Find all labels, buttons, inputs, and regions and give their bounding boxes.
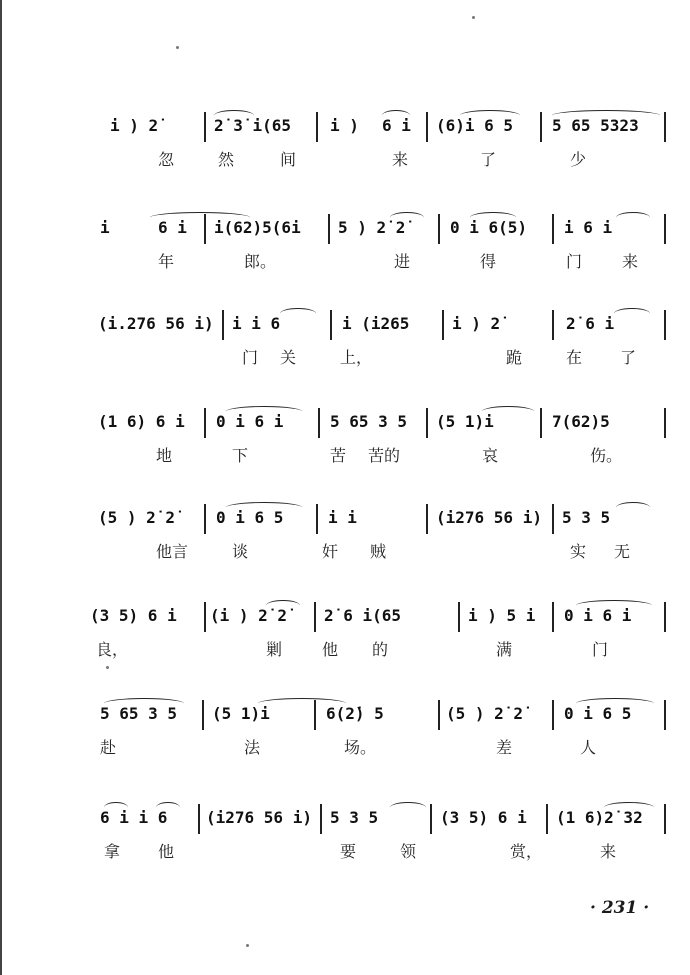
notation-line xyxy=(0,308,690,344)
lyric-syllable: 门 xyxy=(592,640,609,659)
lyric-syllable: 良， xyxy=(96,640,129,659)
barline xyxy=(222,310,224,340)
note-group: (5 ) 2̇ 2̇ xyxy=(446,704,524,723)
music-system xyxy=(0,802,690,882)
notation-line xyxy=(0,212,690,248)
lyric-syllable: 赏， xyxy=(510,842,543,861)
notation-line xyxy=(0,110,690,146)
lyric-syllable: 少 xyxy=(570,150,587,169)
music-system xyxy=(0,212,690,292)
note-group: (6)i 6 5 xyxy=(436,116,514,135)
lyric-syllable: 贼 xyxy=(370,542,387,561)
note-group: (1 6) 6 i xyxy=(98,412,185,431)
barline xyxy=(204,112,206,142)
lyric-syllable: 苦的 xyxy=(368,446,401,465)
lyric-syllable: 了 xyxy=(620,348,637,367)
page-number: · 231 · xyxy=(590,898,650,918)
lyric-syllable: 他言 xyxy=(156,542,189,561)
note-group: 0 i 6(5) xyxy=(450,218,528,237)
barline xyxy=(438,214,440,244)
slur xyxy=(616,502,650,513)
notation-line xyxy=(0,600,690,636)
note-group: 2̇ 3̇ i(65 xyxy=(214,116,292,135)
barline xyxy=(426,408,428,438)
lyric-syllable: 上， xyxy=(340,348,373,367)
lyric-syllable: 差 xyxy=(496,738,513,757)
lyric-syllable: 来 xyxy=(600,842,617,861)
note-group: 5 3 5 xyxy=(562,508,611,527)
lyric-syllable: 的 xyxy=(372,640,389,659)
note-group: (i276 56 i) xyxy=(436,508,542,527)
lyric-syllable: 间 xyxy=(280,150,297,169)
scan-speck xyxy=(106,666,109,669)
lyric-syllable: 剿 xyxy=(266,640,283,659)
music-system xyxy=(0,698,690,778)
lyric-syllable: 领 xyxy=(400,842,417,861)
slur xyxy=(280,308,316,319)
slur xyxy=(614,308,650,319)
lyrics-line xyxy=(0,346,690,374)
lyric-syllable: 忽 xyxy=(158,150,175,169)
music-system xyxy=(0,406,690,486)
note-group: i i 6 xyxy=(232,314,281,333)
scan-speck xyxy=(246,944,249,947)
barline xyxy=(330,310,332,340)
barline xyxy=(546,804,548,834)
barline xyxy=(458,602,460,632)
note-group: i ) xyxy=(330,116,359,135)
barline xyxy=(328,214,330,244)
barline xyxy=(664,602,666,632)
music-system xyxy=(0,110,690,190)
note-group: 6 i xyxy=(158,218,187,237)
lyric-syllable: 满 xyxy=(496,640,513,659)
note-group: (i ) 2̇ 2̇ xyxy=(210,606,288,625)
barline xyxy=(540,112,542,142)
barline xyxy=(664,112,666,142)
music-system xyxy=(0,502,690,582)
lyric-syllable: 他 xyxy=(158,842,175,861)
lyric-syllable: 法 xyxy=(244,738,261,757)
music-system xyxy=(0,600,690,680)
note-group: 0 i 6 i xyxy=(216,412,284,431)
lyric-syllable: 门 xyxy=(566,252,583,271)
lyrics-line xyxy=(0,444,690,472)
barline xyxy=(426,112,428,142)
scan-speck xyxy=(176,46,179,49)
note-group: 0 i 6 5 xyxy=(216,508,284,527)
barline xyxy=(316,504,318,534)
barline xyxy=(664,214,666,244)
note-group: (i276 56 i) xyxy=(206,808,312,827)
barline xyxy=(664,700,666,730)
barline xyxy=(316,112,318,142)
note-group: 0 i 6 i xyxy=(564,606,632,625)
lyrics-line xyxy=(0,840,690,868)
lyric-syllable: 地 xyxy=(156,446,173,465)
barline xyxy=(204,214,206,244)
note-group: 6(2̇) 5 xyxy=(326,704,384,723)
lyrics-line xyxy=(0,736,690,764)
lyric-syllable: 关 xyxy=(280,348,297,367)
notation-line xyxy=(0,406,690,442)
lyric-syllable: 哀 xyxy=(482,446,499,465)
barline xyxy=(664,310,666,340)
lyric-syllable: 无 xyxy=(614,542,631,561)
slur xyxy=(616,212,650,223)
note-group: 5 ) 2̇ 2̇ xyxy=(338,218,406,237)
lyric-syllable: 来 xyxy=(392,150,409,169)
lyric-syllable: 实 xyxy=(570,542,587,561)
note-group: (1 6)2̇ 32 xyxy=(556,808,643,827)
note-group: (5 1)i xyxy=(212,704,270,723)
barline xyxy=(198,804,200,834)
barline xyxy=(438,700,440,730)
scan-speck xyxy=(472,16,475,19)
barline xyxy=(202,700,204,730)
barline xyxy=(314,700,316,730)
barline xyxy=(314,602,316,632)
note-group: (i.276 56 i) xyxy=(98,314,214,333)
lyrics-line xyxy=(0,148,690,176)
lyrics-line xyxy=(0,250,690,278)
slur xyxy=(390,802,426,813)
note-group: 7(62)5 xyxy=(552,412,610,431)
barline xyxy=(552,504,554,534)
note-group: (3 5) 6 i xyxy=(90,606,177,625)
note-group: i 6 i xyxy=(564,218,613,237)
lyric-syllable: 人 xyxy=(580,738,597,757)
lyric-syllable: 要 xyxy=(340,842,357,861)
note-group: i ) 5 i xyxy=(468,606,536,625)
note-group: i (i265 xyxy=(342,314,410,333)
barline xyxy=(204,408,206,438)
lyric-syllable: 得 xyxy=(480,252,497,271)
note-group: i(62)5(6i xyxy=(214,218,301,237)
lyrics-line xyxy=(0,540,690,568)
barline xyxy=(442,310,444,340)
music-system xyxy=(0,308,690,388)
barline xyxy=(664,804,666,834)
lyric-syllable: 伤。 xyxy=(590,446,623,465)
note-group: i xyxy=(100,218,110,237)
barline xyxy=(552,700,554,730)
lyric-syllable: 年 xyxy=(158,252,175,271)
lyric-syllable: 跪 xyxy=(506,348,523,367)
note-group: 5 65 3 5 xyxy=(100,704,178,723)
barline xyxy=(430,804,432,834)
lyric-syllable: 谈 xyxy=(232,542,249,561)
note-group: (3 5) 6 i xyxy=(440,808,527,827)
note-group: 5 65 5323 xyxy=(552,116,639,135)
notation-line xyxy=(0,698,690,734)
note-group: 0 i 6 5 xyxy=(564,704,632,723)
lyric-syllable: 下 xyxy=(232,446,249,465)
lyric-syllable: 了 xyxy=(480,150,497,169)
lyric-syllable: 奸 xyxy=(322,542,339,561)
note-group: i ) 2̇ xyxy=(110,116,159,135)
lyric-syllable: 他 xyxy=(322,640,339,659)
barline xyxy=(204,602,206,632)
note-group: i i xyxy=(328,508,357,527)
barline xyxy=(540,408,542,438)
lyric-syllable: 来 xyxy=(622,252,639,271)
note-group: 2̇ 6 i(65 xyxy=(324,606,402,625)
barline xyxy=(552,214,554,244)
note-group: (5 ) 2̇ 2̇ xyxy=(98,508,176,527)
barline xyxy=(318,408,320,438)
note-group: i ) 2̇ xyxy=(452,314,501,333)
barline xyxy=(320,804,322,834)
lyric-syllable: 进 xyxy=(394,252,411,271)
lyric-syllable: 赴 xyxy=(100,738,117,757)
lyric-syllable: 在 xyxy=(566,348,583,367)
lyric-syllable: 门 xyxy=(242,348,259,367)
note-group: (5 1)i xyxy=(436,412,494,431)
barline xyxy=(552,310,554,340)
note-group: 5 3 5 xyxy=(330,808,379,827)
barline xyxy=(664,408,666,438)
lyrics-line xyxy=(0,638,690,666)
note-group: 6 i xyxy=(382,116,411,135)
lyric-syllable: 场。 xyxy=(344,738,377,757)
barline xyxy=(204,504,206,534)
barline xyxy=(552,602,554,632)
barline xyxy=(426,504,428,534)
note-group: 6 i i 6 xyxy=(100,808,168,827)
lyric-syllable: 拿 xyxy=(104,842,121,861)
note-group: 5 65 3 5 xyxy=(330,412,408,431)
lyric-syllable: 苦 xyxy=(330,446,347,465)
note-group: 2̇ 6 i xyxy=(566,314,615,333)
lyric-syllable: 然 xyxy=(218,150,235,169)
notation-line xyxy=(0,502,690,538)
lyric-syllable: 郎。 xyxy=(244,252,277,271)
notation-line xyxy=(0,802,690,838)
